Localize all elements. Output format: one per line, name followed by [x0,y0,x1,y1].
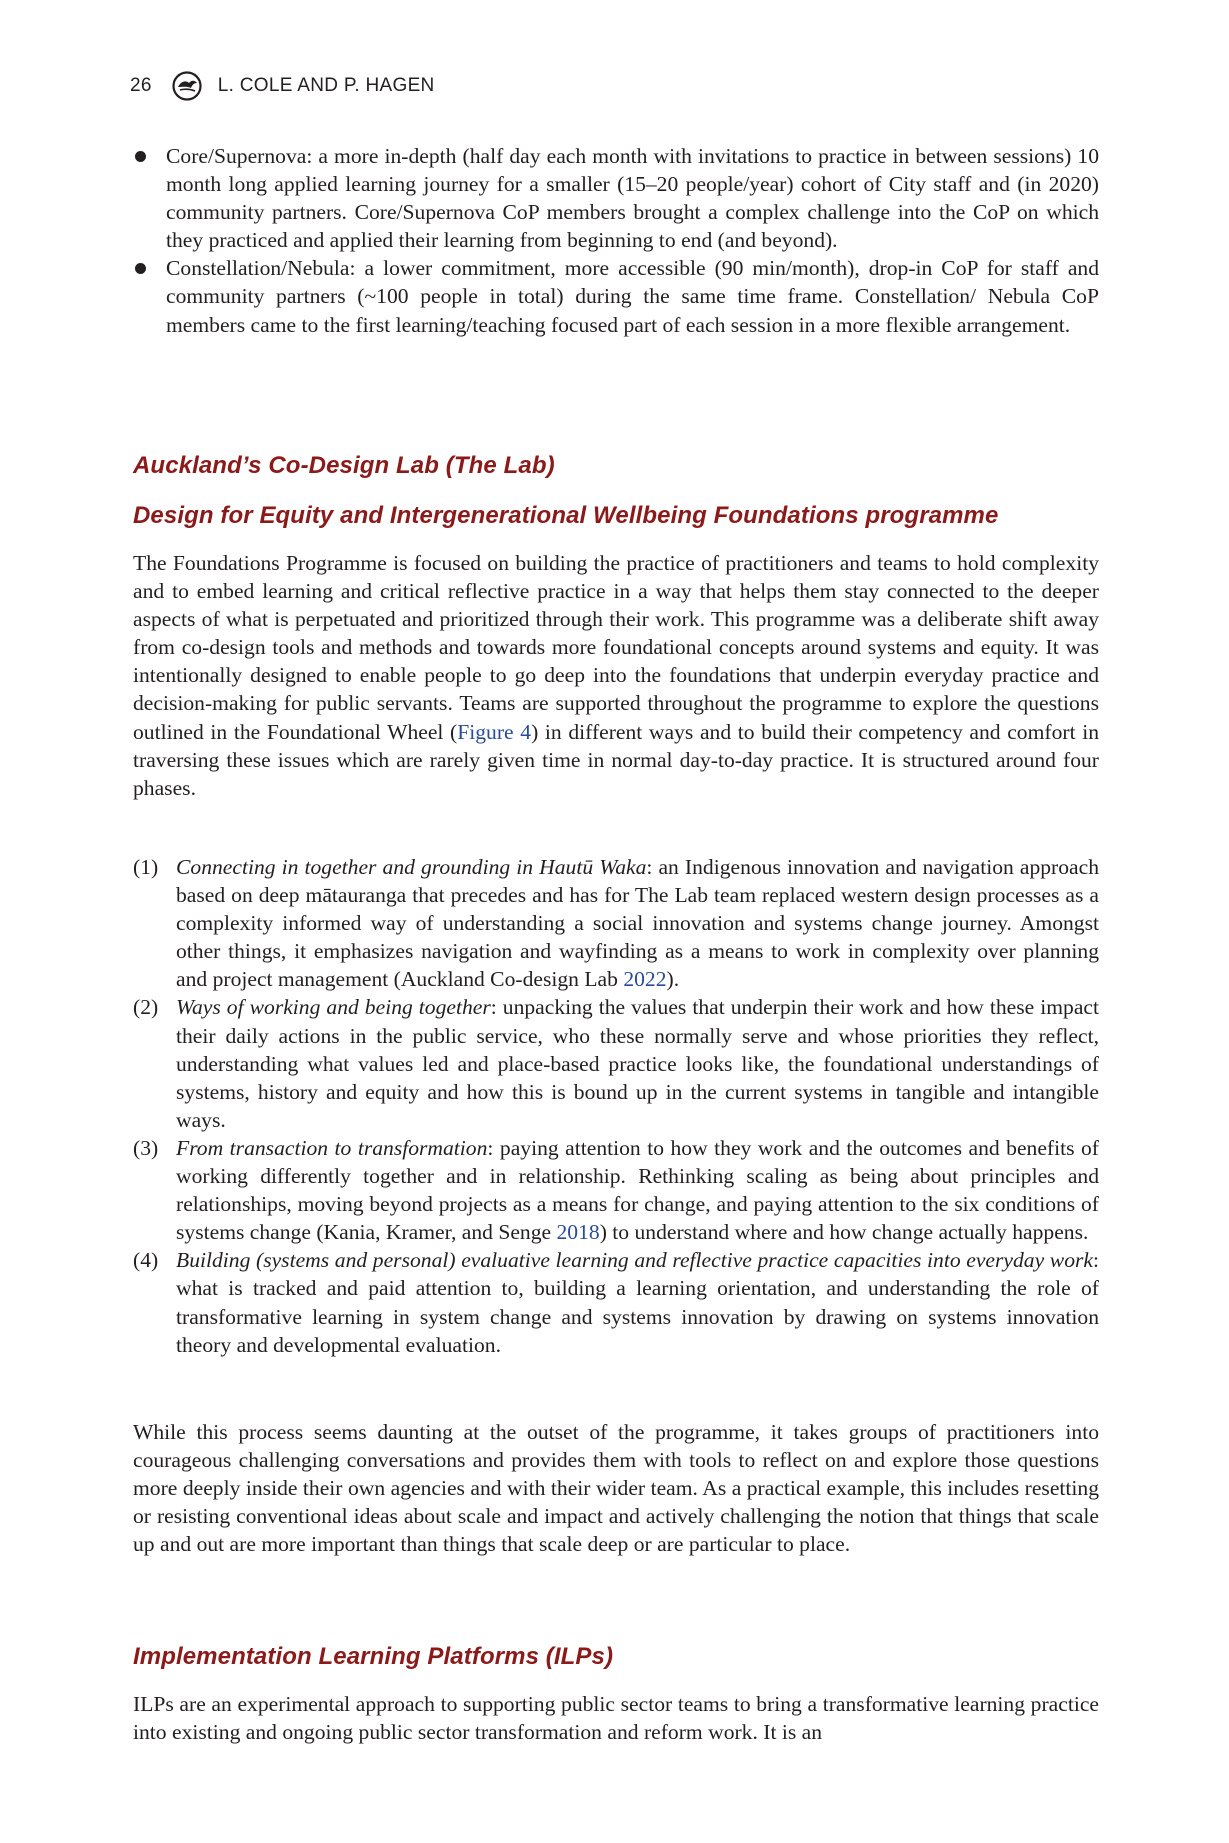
foundations-paragraph [133,549,1099,802]
citation-link[interactable]: 2022 [623,967,667,992]
phase-label: (4) [133,1248,159,1273]
citation-link[interactable]: 2018 [556,1220,600,1245]
phase-title: Building (systems and personal) evaluative learning and reflective practice capacities into everyday work [176,1248,1093,1273]
bullet-text: Constellation/Nebula: a lower commitment, more accessible (90 min/month), drop-in CoP for staff and community partners (~100 people in total) during the same time frame. Constellation/ Nebula CoP members came to the first learning/teaching focused part of each session in a more flexible arrangement. [166,256,1099,337]
phase-item [133,853,1099,993]
phase-text-end: ). [666,967,680,992]
figure-4-link[interactable]: Figure 4 [457,719,532,744]
section-heading-lab: Auckland’s Co-Design Lab (The Lab) [133,452,555,479]
page-number: 26 [130,75,152,96]
bullet-item [133,142,1099,254]
phase-title: Connecting in together and grounding in Hautū Waka [176,855,647,879]
phase-item [133,1246,1099,1358]
phase-text: : an Indigenous innovation and navigation approach based on deep mātauranga that precedes and has for The Lab team replaced western design processes as a complexity informed way of understanding a social innovation and systems change journey. Amongst other things, it emphasizes navigation and wayfinding as a means to work in complexity over planning and project management (Auckland Co-design Lab [176,855,1099,992]
phase-text: : what is tracked and paid attention to, building a learning orientation, and understanding the role of transformative learning in system change and systems innovation by drawing on systems innovation theory and developmental evaluation. [176,1248,1099,1357]
bullet-icon [135,263,146,274]
running-head-authors: L. COLE AND P. HAGEN [217,75,435,96]
bullet-item [133,254,1099,338]
paragraph-text: ) in different ways and to build their competency and comfort in traversing these issues which are rarely given time in normal day-to-day practice. It is structured around four phases. [133,719,1100,800]
phase-label: (2) [133,995,159,1020]
phase-label: (1) [133,855,159,879]
section-heading-ilps: Implementation Learning Platforms (ILPs) [133,1643,614,1670]
publisher-logo-icon [172,71,202,101]
phases-list [133,853,1099,1359]
phase-item [133,993,1099,1133]
ilps-paragraph: ILPs are an experimental approach to supporting public sector teams to bring a transformative learning practice into existing and ongoing public sector transformation and reform work. It is an [133,1692,1099,1745]
phase-title: Ways of working and being together [176,995,491,1020]
phase-title: From transaction to transformation [176,1135,488,1160]
phase-label: (3) [133,1135,159,1160]
phase-text: : paying attention to how they work and the outcomes and benefits of working differently together and in relationship. Rethinking scaling as being about principles and relationships, moving beyond projects as a means for change, and paying attention to the six conditions of systems change (Kania, Kramer, and Senge [176,1135,1099,1245]
bullet-text: Core/Supernova: a more in-depth (half day each month with invitations to practice in between sessions) 10 month long applied learning journey for a smaller (15–20 people/year) cohort of City staff and (in 2020) community partners. Core/Supernova CoP members brought a complex challenge into the CoP on which they practiced and applied their learning from beginning to end (and beyond). [166,144,1099,253]
phase-item [133,1134,1099,1246]
process-paragraph: While this process seems daunting at the outset of the programme, it takes groups of practitioners into courageous challenging conversations and provides them with tools to reflect on and explore those questions more deeply inside their own agencies and with their wider team. As a practical example, this includes resetting or resisting conventional ideas about scale and impact and actively challenging the notion that things that scale up and out are more important than things that scale deep or are particular to place. [133,1420,1099,1557]
running-head [130,72,435,100]
phase-text: : unpacking the values that underpin their work and how these impact their daily actions in the public service, who these normally serve and whose priorities they reflect, understanding what values led and place-based practice looks like, the foundational understandings of systems, history and equity and how this is bound up in the current systems in tangible and intangible ways. [176,995,1099,1132]
bullet-list [133,142,1099,339]
phase-text-end: ) to understand where and how change actually happens. [599,1220,1089,1245]
subsection-heading-foundations: Design for Equity and Intergenerational Wellbeing Foundations programme [133,502,999,529]
bullet-icon [135,151,146,162]
paragraph-text: The Foundations Programme is focused on building the practice of practitioners and teams to hold complexity and to embed learning and critical reflective practice in a way that helps them stay connected to the deeper aspects of what is perpetuated and prioritized through their work. This programme was a deliberate shift away from co-design tools and methods and towards more foundational concepts around systems and equity. It was intentionally designed to enable people to go deep into the foundations that underpin everyday practice and decision-making for public servants. Teams are supported throughout the programme to explore the questions outlined in the Foundational Wheel ( [133,551,1099,744]
